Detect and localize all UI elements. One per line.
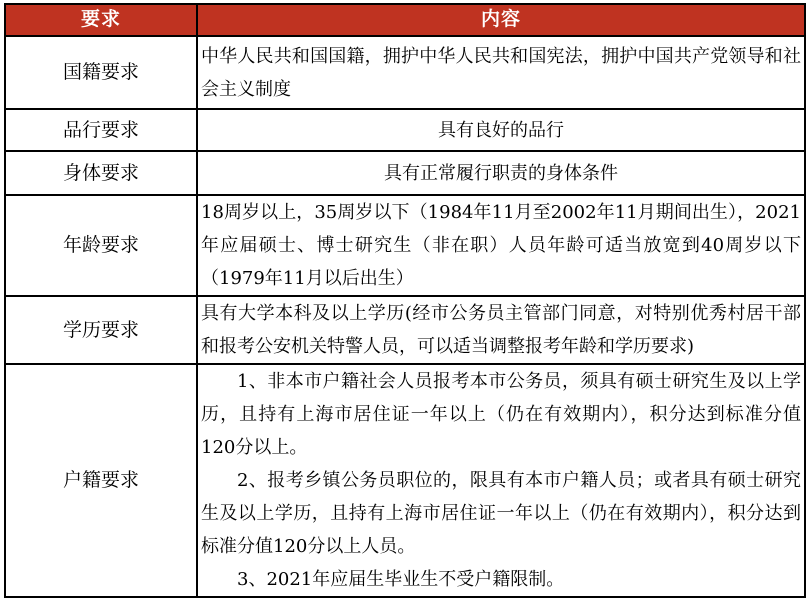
row-label-age: 年龄要求 [5, 195, 197, 296]
row-content-household [197, 364, 805, 597]
row-content-age: 18周岁以上，35周岁以下（1984年11月至2002年11月期间出生），2021年应届硕士、博士研究生（非在职）人员年龄可适当放宽到40周岁以下（1979年11月以后出生） [197, 195, 805, 296]
row-label-conduct: 品行要求 [5, 109, 197, 151]
household-paragraph-2: 2、报考乡镇公务员职位的，限具有本市户籍人员；或者具有硕士研究生及以上学历，且持有上海市居住证一年以上（仍在有效期内），积分达到标准分值120分以上人员。 [201, 470, 801, 557]
header-col-content: 内容 [197, 4, 805, 36]
table-row-age [5, 195, 805, 296]
table-row-nationality [5, 36, 805, 109]
table-row-conduct [5, 109, 805, 151]
table-row-household [5, 364, 805, 597]
table-header-row [5, 4, 805, 36]
row-label-nationality: 国籍要求 [5, 36, 197, 109]
row-content-physical: 具有正常履行职责的身体条件 [197, 151, 805, 195]
row-label-education: 学历要求 [5, 296, 197, 364]
table-row-education [5, 296, 805, 364]
row-label-physical: 身体要求 [5, 151, 197, 195]
household-paragraph-3: 3、2021年应届生毕业生不受户籍限制。 [237, 569, 565, 590]
header-col-requirement: 要求 [5, 4, 197, 36]
row-content-education: 具有大学本科及以上学历(经市公务员主管部门同意，对特别优秀村居干部和报考公安机关特警人员，可以适当调整报考年龄和学历要求) [197, 296, 805, 364]
row-content-conduct: 具有良好的品行 [197, 109, 805, 151]
row-label-household: 户籍要求 [5, 364, 197, 597]
row-content-nationality: 中华人民共和国国籍，拥护中华人民共和国宪法，拥护中国共产党领导和社会主义制度 [197, 36, 805, 109]
household-paragraph-1: 1、非本市户籍社会人员报考本市公务员，须具有硕士研究生及以上学历，且持有上海市居住证一年以上（仍在有效期内），积分达到标准分值120分以上。 [201, 371, 801, 458]
requirements-table [4, 3, 806, 598]
table-row-physical [5, 151, 805, 195]
